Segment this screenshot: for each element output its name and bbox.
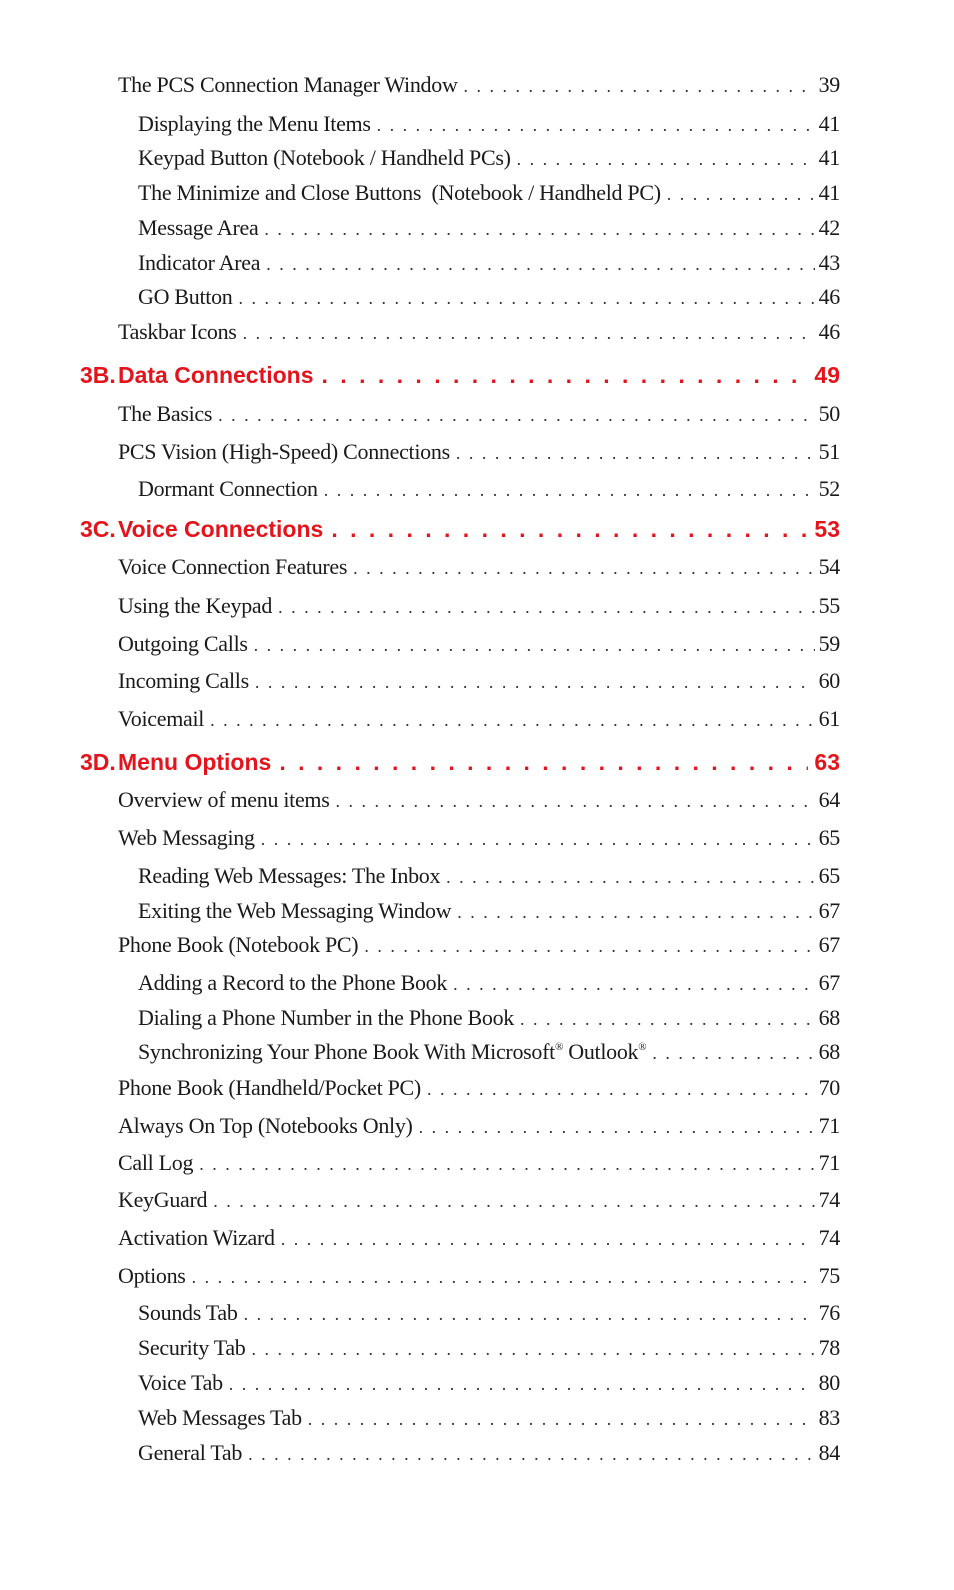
dot-leader bbox=[377, 115, 815, 136]
toc-entry[interactable] bbox=[138, 215, 840, 241]
toc-entry-page: 51 bbox=[818, 439, 840, 464]
toc-entry[interactable] bbox=[118, 825, 840, 851]
toc-entry-page: 84 bbox=[818, 1440, 840, 1465]
toc-entry-title: The Basics bbox=[118, 401, 213, 426]
toc-entry-page: 67 bbox=[818, 932, 840, 957]
toc-entry[interactable] bbox=[118, 401, 840, 427]
toc-entry[interactable] bbox=[138, 898, 840, 924]
toc-entry[interactable] bbox=[118, 787, 840, 813]
toc-entry-title: KeyGuard bbox=[118, 1187, 208, 1212]
toc-entry-title bbox=[138, 1039, 646, 1065]
toc-entry-title: Exiting the Web Messaging Window bbox=[138, 898, 452, 923]
toc-entry[interactable] bbox=[138, 863, 840, 889]
toc-entry-page: 43 bbox=[818, 250, 840, 275]
toc-entry-title: The Minimize and Close Buttons (Notebook / Handheld PC) bbox=[138, 180, 661, 205]
toc-entry[interactable] bbox=[118, 319, 840, 345]
toc-entry-title: Sounds Tab bbox=[138, 1300, 238, 1325]
toc-entry-title: Dialing a Phone Number in the Phone Book bbox=[138, 1005, 515, 1030]
toc-entry-title: Voice Connection Features bbox=[118, 554, 348, 579]
toc-entry-page: 55 bbox=[818, 593, 840, 618]
registered-mark: ® bbox=[554, 1041, 564, 1053]
dot-leader bbox=[324, 480, 815, 501]
toc-entry[interactable] bbox=[138, 284, 840, 310]
toc-entry[interactable] bbox=[118, 1225, 840, 1251]
toc-entry[interactable] bbox=[118, 1187, 840, 1213]
toc-entry[interactable] bbox=[138, 1335, 840, 1361]
toc-entry-page: 67 bbox=[818, 970, 840, 995]
toc-entry-page: 75 bbox=[818, 1263, 840, 1288]
dot-leader bbox=[322, 362, 809, 389]
toc-entry-page: 41 bbox=[818, 145, 840, 170]
dot-leader bbox=[238, 288, 814, 309]
toc-entry[interactable] bbox=[138, 1440, 840, 1466]
toc-entry[interactable] bbox=[138, 250, 840, 276]
toc-entry-page: 68 bbox=[818, 1005, 840, 1030]
toc-entry[interactable] bbox=[138, 970, 840, 996]
dot-leader bbox=[652, 1043, 814, 1064]
toc-entry-page: 41 bbox=[818, 111, 840, 136]
dot-leader bbox=[453, 974, 815, 995]
section-page: 63 bbox=[814, 749, 840, 775]
toc-entry-page: 65 bbox=[818, 863, 840, 888]
dot-leader bbox=[210, 710, 814, 731]
toc-entry-page: 54 bbox=[818, 554, 840, 579]
toc-entry-title: Always On Top (Notebooks Only) bbox=[118, 1113, 413, 1138]
dot-leader bbox=[419, 1117, 815, 1138]
toc-entry[interactable] bbox=[118, 932, 840, 958]
toc-entry-page: 59 bbox=[818, 631, 840, 656]
section-heading-3b[interactable] bbox=[80, 362, 840, 389]
toc-entry-title: The PCS Connection Manager Window bbox=[118, 72, 458, 97]
toc-entry-title: Options bbox=[118, 1263, 186, 1288]
toc-entry[interactable] bbox=[138, 1039, 840, 1065]
toc-entry-page: 60 bbox=[818, 668, 840, 693]
toc-entry-title: Web Messages Tab bbox=[138, 1405, 302, 1430]
toc-entry-title: Phone Book (Handheld/Pocket PC) bbox=[118, 1075, 421, 1100]
toc-entry-page: 74 bbox=[818, 1187, 840, 1212]
toc-entry-title-part: Synchronizing Your Phone Book With Microsoft bbox=[138, 1039, 555, 1064]
toc-entry-title-part: Outlook bbox=[563, 1039, 639, 1064]
toc-entry-title: Taskbar Icons bbox=[118, 319, 237, 344]
toc-entry[interactable] bbox=[118, 631, 840, 657]
section-number: 3C. bbox=[80, 516, 116, 542]
dot-leader bbox=[218, 405, 814, 426]
toc-entry-page: 71 bbox=[818, 1150, 840, 1175]
toc-entry-title: Activation Wizard bbox=[118, 1225, 275, 1250]
toc-entry-title: GO Button bbox=[138, 284, 233, 309]
toc-entry[interactable] bbox=[118, 1263, 840, 1289]
toc-entry[interactable] bbox=[138, 1005, 840, 1031]
dot-leader bbox=[281, 1229, 815, 1250]
toc-entry-title: Voicemail bbox=[118, 706, 205, 731]
dot-leader bbox=[254, 635, 815, 656]
dot-leader bbox=[199, 1154, 814, 1175]
dot-leader bbox=[464, 76, 815, 97]
toc-entry[interactable] bbox=[118, 439, 840, 465]
section-title: Voice Connections bbox=[118, 516, 324, 542]
section-number: 3D. bbox=[80, 749, 116, 775]
toc-entry-page: 83 bbox=[818, 1405, 840, 1430]
toc-entry-title: Web Messaging bbox=[118, 825, 255, 850]
toc-entry-title: Message Area bbox=[138, 215, 259, 240]
toc-entry-page: 42 bbox=[818, 215, 840, 240]
dot-leader bbox=[520, 1009, 815, 1030]
toc-entry-title: Dormant Connection bbox=[138, 476, 318, 501]
dot-leader bbox=[213, 1191, 814, 1212]
toc-entry-page: 41 bbox=[818, 180, 840, 205]
toc-entry-title: Displaying the Menu Items bbox=[138, 111, 371, 136]
toc-entry[interactable] bbox=[118, 706, 840, 732]
toc-entry-page: 74 bbox=[818, 1225, 840, 1250]
toc-entry[interactable] bbox=[118, 1075, 840, 1101]
section-title: Data Connections bbox=[118, 362, 314, 388]
toc-entry-page: 46 bbox=[818, 284, 840, 309]
toc-entry-page: 65 bbox=[818, 825, 840, 850]
toc-entry[interactable] bbox=[118, 1113, 840, 1139]
dot-leader bbox=[229, 1374, 815, 1395]
toc-entry-page: 76 bbox=[818, 1300, 840, 1325]
dot-leader bbox=[667, 184, 815, 205]
dot-leader bbox=[244, 1304, 815, 1325]
toc-entry[interactable] bbox=[138, 145, 840, 171]
toc-entry-title: Outgoing Calls bbox=[118, 631, 248, 656]
dot-leader bbox=[252, 1339, 815, 1360]
toc-entry-title: Using the Keypad bbox=[118, 593, 273, 618]
dot-leader bbox=[192, 1267, 815, 1288]
section-heading-3d[interactable] bbox=[80, 749, 840, 776]
dot-leader bbox=[517, 149, 815, 170]
dot-leader bbox=[457, 902, 814, 923]
toc-entry[interactable] bbox=[138, 111, 840, 137]
toc-entry[interactable] bbox=[118, 668, 840, 694]
toc-entry[interactable] bbox=[138, 1370, 840, 1396]
toc-entry-page: 61 bbox=[818, 706, 840, 731]
dot-leader bbox=[331, 516, 808, 543]
section-title: Menu Options bbox=[118, 749, 272, 775]
toc-entry[interactable] bbox=[138, 476, 840, 502]
toc-entry-title: Keypad Button (Notebook / Handheld PCs) bbox=[138, 145, 511, 170]
toc-entry-page: 71 bbox=[818, 1113, 840, 1138]
toc-entry-title: Overview of menu items bbox=[118, 787, 330, 812]
dot-leader bbox=[279, 749, 808, 776]
toc-entry-page: 64 bbox=[818, 787, 840, 812]
dot-leader bbox=[248, 1444, 815, 1465]
dot-leader bbox=[261, 829, 815, 850]
toc-entry-title: Voice Tab bbox=[138, 1370, 223, 1395]
section-number: 3B. bbox=[80, 362, 116, 388]
toc-entry[interactable] bbox=[118, 593, 840, 619]
dot-leader bbox=[264, 219, 814, 240]
dot-leader bbox=[278, 597, 815, 618]
toc-entry-page: 80 bbox=[818, 1370, 840, 1395]
registered-mark: ® bbox=[638, 1041, 647, 1053]
toc-entry-title: Phone Book (Notebook PC) bbox=[118, 932, 359, 957]
toc-entry[interactable] bbox=[118, 1150, 840, 1176]
section-heading-3c[interactable] bbox=[80, 516, 840, 543]
toc-entry-page: 50 bbox=[818, 401, 840, 426]
toc-entry-title: General Tab bbox=[138, 1440, 243, 1465]
dot-leader bbox=[266, 254, 814, 275]
toc-entry-title: Incoming Calls bbox=[118, 668, 249, 693]
toc-entry[interactable] bbox=[138, 1300, 840, 1326]
toc-entry-title: Adding a Record to the Phone Book bbox=[138, 970, 448, 995]
toc-entry-title: Call Log bbox=[118, 1150, 194, 1175]
toc-entry-page: 52 bbox=[818, 476, 840, 501]
toc-entry-page: 46 bbox=[818, 319, 840, 344]
dot-leader bbox=[456, 443, 815, 464]
toc-entry[interactable] bbox=[138, 1405, 840, 1431]
toc-entry[interactable] bbox=[118, 554, 840, 580]
toc-entry[interactable] bbox=[138, 180, 840, 206]
toc-entry[interactable] bbox=[118, 72, 840, 98]
dot-leader bbox=[364, 936, 814, 957]
toc-entry-page: 67 bbox=[818, 898, 840, 923]
toc-entry-title: PCS Vision (High-Speed) Connections bbox=[118, 439, 450, 464]
dot-leader bbox=[243, 323, 815, 344]
dot-leader bbox=[255, 672, 815, 693]
section-page: 49 bbox=[814, 362, 840, 388]
dot-leader bbox=[427, 1079, 815, 1100]
dot-leader bbox=[353, 558, 814, 579]
toc-entry-title: Reading Web Messages: The Inbox bbox=[138, 863, 441, 888]
dot-leader bbox=[308, 1409, 815, 1430]
dot-leader bbox=[446, 867, 814, 888]
toc-entry-page: 68 bbox=[818, 1039, 840, 1064]
toc-entry-page: 39 bbox=[818, 72, 840, 97]
toc-entry-title: Security Tab bbox=[138, 1335, 246, 1360]
dot-leader bbox=[336, 791, 815, 812]
toc-entry-page: 70 bbox=[818, 1075, 840, 1100]
toc-entry-page: 78 bbox=[818, 1335, 840, 1360]
section-page: 53 bbox=[814, 516, 840, 542]
toc-entry-title: Indicator Area bbox=[138, 250, 261, 275]
